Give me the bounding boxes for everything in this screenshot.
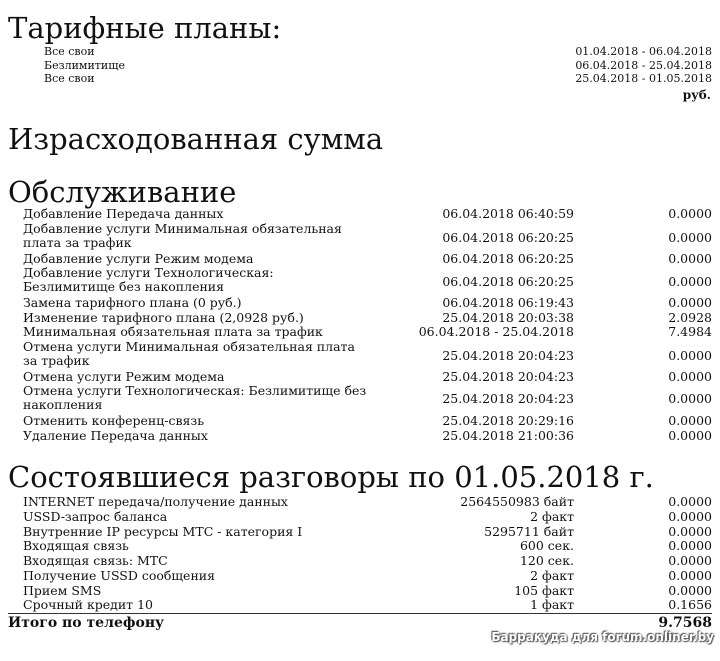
service-desc: Добавление Передача данных [23, 206, 224, 221]
calls-desc: Срочный кредит 10 [23, 597, 153, 612]
service-amount: 0.0000 [668, 251, 712, 266]
plan-period: 25.04.2018 - 01.05.2018 [575, 72, 712, 85]
service-amount: 2.0928 [668, 310, 712, 325]
service-date: 25.04.2018 20:04:23 [442, 348, 574, 363]
calls-qty: 120 сек. [519, 553, 574, 568]
service-amount: 0.0000 [668, 348, 712, 363]
calls-amount: 0.0000 [668, 494, 712, 509]
service-amount: 0.0000 [668, 413, 712, 428]
calls-qty: 1 факт [530, 597, 574, 612]
service-desc: Замена тарифного плана (0 руб.) [23, 295, 242, 310]
calls-amount: 0.1656 [668, 597, 712, 612]
service-date: 25.04.2018 21:00:36 [442, 428, 574, 443]
watermark: Барракуда для forum.onliner.by [491, 630, 714, 644]
service-desc: Минимальная обязательная плата за трафик [23, 324, 323, 339]
calls-desc: Входящая связь [23, 538, 129, 553]
total-value: 9.7568 [658, 615, 712, 631]
calls-desc: Внутренние IP ресурсы МТС - категория I [23, 524, 303, 539]
calls-amount: 0.0000 [668, 538, 712, 553]
service-amount: 0.0000 [668, 230, 712, 245]
service-amount: 0.0000 [668, 391, 712, 406]
plan-name: Все свои [44, 72, 95, 85]
calls-qty: 105 факт [514, 583, 574, 598]
service-desc: Отмена услуги Минимальная обязательная плата за трафик [23, 339, 355, 368]
calls-qty: 5295711 байт [484, 524, 574, 539]
plan-row [44, 72, 712, 85]
service-date: 25.04.2018 20:03:38 [442, 310, 574, 325]
plan-period: 01.04.2018 - 06.04.2018 [575, 45, 712, 58]
plan-period: 06.04.2018 - 25.04.2018 [575, 59, 712, 72]
plans-title: Тарифные планы: [8, 11, 282, 45]
plan-row [44, 45, 712, 58]
calls-qty: 2564550983 байт [460, 494, 574, 509]
service-date: 25.04.2018 20:04:23 [442, 369, 574, 384]
calls-amount: 0.0000 [668, 509, 712, 524]
service-date: 06.04.2018 06:19:43 [442, 295, 574, 310]
service-date: 06.04.2018 06:20:25 [442, 230, 574, 245]
calls-amount: 0.0000 [668, 553, 712, 568]
service-desc: Удаление Передача данных [23, 428, 208, 443]
spent-title: Израсходованная сумма [8, 122, 384, 156]
service-amount: 7.4984 [668, 324, 712, 339]
service-desc: Изменение тарифного плана (2,0928 руб.) [23, 310, 304, 325]
calls-qty: 2 факт [530, 509, 574, 524]
service-date: 25.04.2018 20:04:23 [442, 391, 574, 406]
service-desc: Отмена услуги Режим модема [23, 369, 225, 384]
service-title: Обслуживание [8, 175, 237, 209]
plan-row [44, 59, 712, 72]
service-date: 06.04.2018 06:40:59 [442, 206, 574, 221]
calls-desc: Получение USSD сообщения [23, 568, 215, 583]
calls-desc: USSD-запрос баланса [23, 509, 168, 524]
calls-desc: INTERNET передача/получение данных [23, 494, 288, 509]
calls-amount: 0.0000 [668, 568, 712, 583]
service-amount: 0.0000 [668, 428, 712, 443]
total-label: Итого по телефону [8, 615, 165, 631]
service-date: 06.04.2018 06:20:25 [442, 251, 574, 266]
service-date: 25.04.2018 20:29:16 [442, 413, 574, 428]
service-date: 06.04.2018 06:20:25 [442, 274, 574, 289]
calls-desc: Прием SMS [23, 583, 102, 598]
plan-name: Все свои [44, 45, 95, 58]
service-desc: Добавление услуги Технологическая: Безлимитище без накопления [23, 265, 274, 294]
total-divider [8, 613, 712, 614]
plan-name: Безлимитище [44, 59, 125, 72]
service-desc: Добавление услуги Минимальная обязательная плата за трафик [23, 221, 342, 250]
calls-qty: 2 факт [530, 568, 574, 583]
service-desc: Отменить конференц-связь [23, 413, 205, 428]
service-desc: Добавление услуги Режим модема [23, 251, 254, 266]
calls-desc: Входящая связь: МТС [23, 553, 168, 568]
service-amount: 0.0000 [668, 295, 712, 310]
service-amount: 0.0000 [668, 274, 712, 289]
currency-label: руб. [682, 88, 711, 102]
calls-title: Состоявшиеся разговоры по 01.05.2018 г. [8, 460, 654, 494]
service-amount: 0.0000 [668, 369, 712, 384]
calls-qty: 600 сек. [519, 538, 574, 553]
calls-amount: 0.0000 [668, 524, 712, 539]
service-date: 06.04.2018 - 25.04.2018 [418, 324, 574, 339]
calls-amount: 0.0000 [668, 583, 712, 598]
service-amount: 0.0000 [668, 206, 712, 221]
service-desc: Отмена услуги Технологическая: Безлимитище без накопления [23, 383, 367, 412]
